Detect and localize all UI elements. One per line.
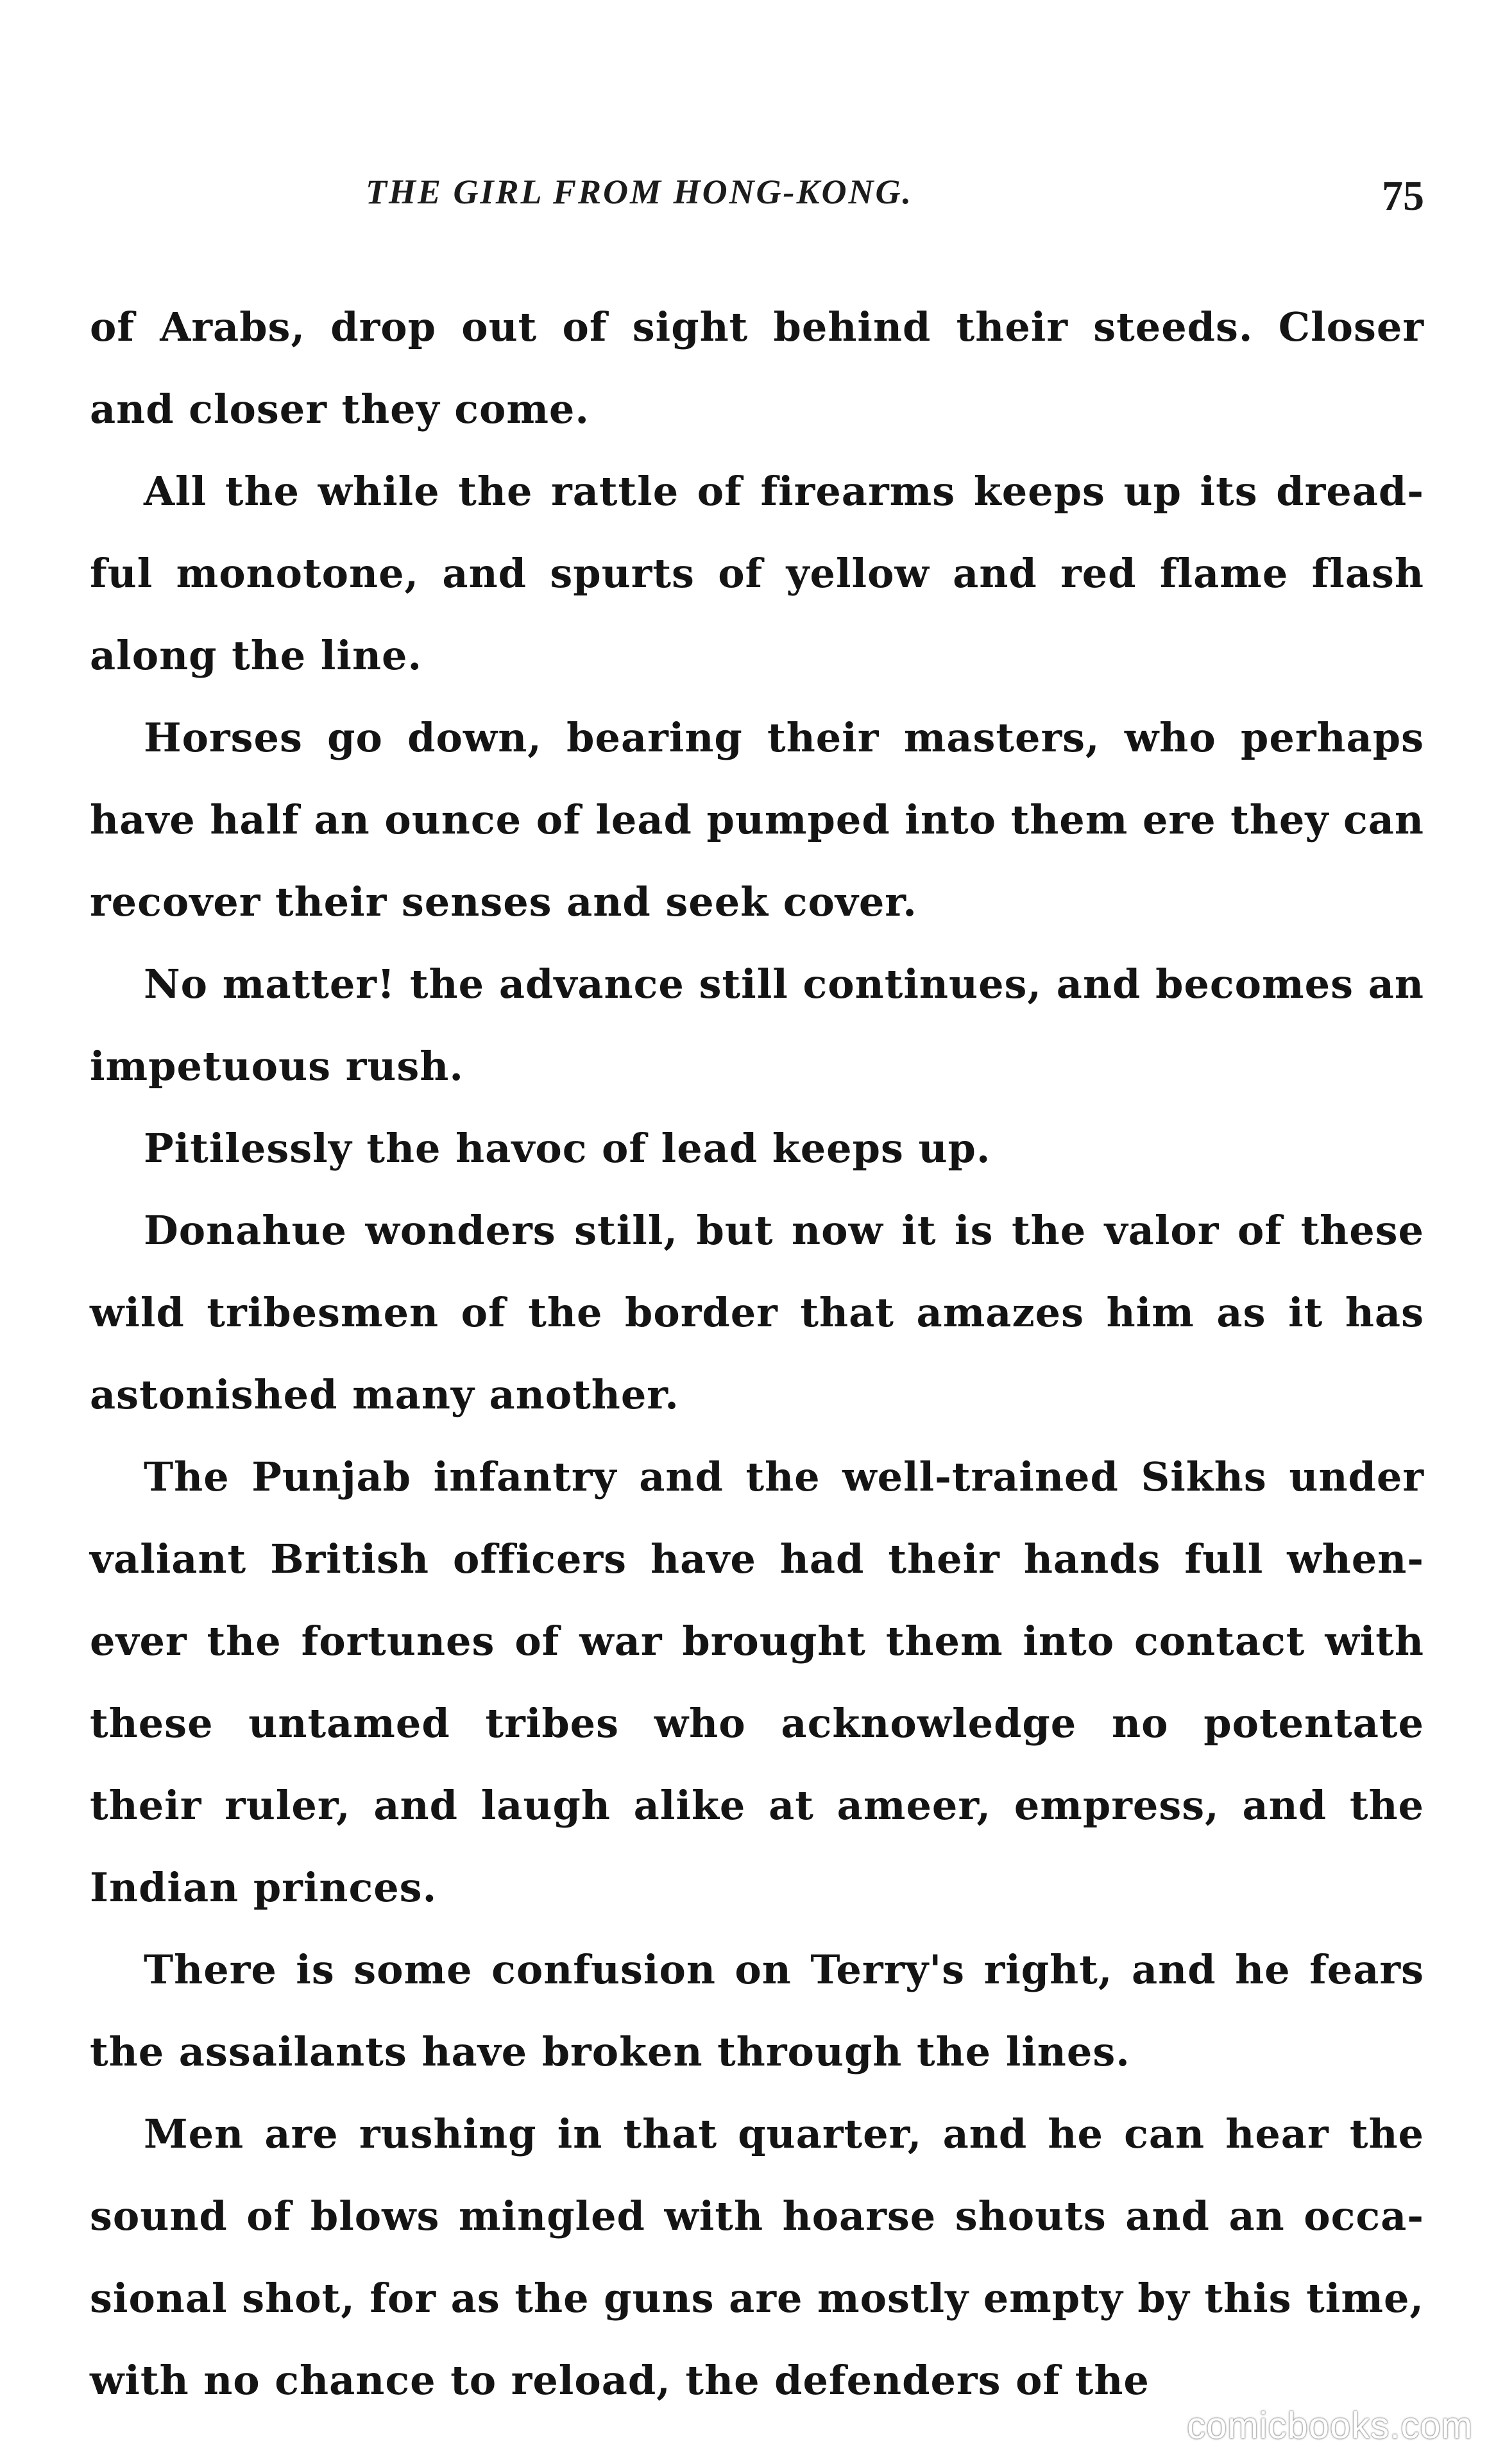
running-title: THE GIRL FROM HONG-KONG. xyxy=(366,173,914,211)
page-number: 75 xyxy=(1382,173,1424,219)
paragraph: Pitilessly the havoc of lead keeps up. xyxy=(144,1125,991,1172)
running-head xyxy=(90,172,1424,230)
paragraph: No matter! the advance still continues, and becomes an impetuous rush. xyxy=(90,961,1424,1090)
paragraph: Men are rushing in that quarter, and he can hear the sound of blows mingled with hoarse shouts and an occa-sional shot, for as the guns are mostly empty by this time, with no chance to reload, the defenders of the xyxy=(90,2110,1424,2404)
paragraph: Donahue wonders still, but now it is the valor of these wild tribesmen of the border that amazes him as it has astonished many another. xyxy=(90,1207,1424,1418)
paragraph: All the while the rattle of firearms keeps up its dread-ful monotone, and spurts of yellow and red flame flash along the line. xyxy=(90,468,1424,679)
paragraph: The Punjab infantry and the well-trained Sikhs under valiant British officers have had their hands full when-ever the fortunes of war brought them into contact with these untamed tribes who acknowledge no potentate their ruler, and laugh alike at ameer, empress, and the Indian princes. xyxy=(90,1453,1424,1911)
paragraph-continuation: of Arabs, drop out of sight behind their steeds. Closer and closer they come. xyxy=(90,304,1424,432)
paragraph: Horses go down, bearing their masters, who perhaps have half an ounce of lead pumped into them ere they can recover their senses and seek cover. xyxy=(90,714,1424,925)
body-text xyxy=(90,286,1424,2422)
watermark: comicbooks.com xyxy=(1187,2405,1473,2447)
paragraph: There is some confusion on Terry's right, and he fears the assailants have broken through the lines. xyxy=(90,1946,1424,2075)
